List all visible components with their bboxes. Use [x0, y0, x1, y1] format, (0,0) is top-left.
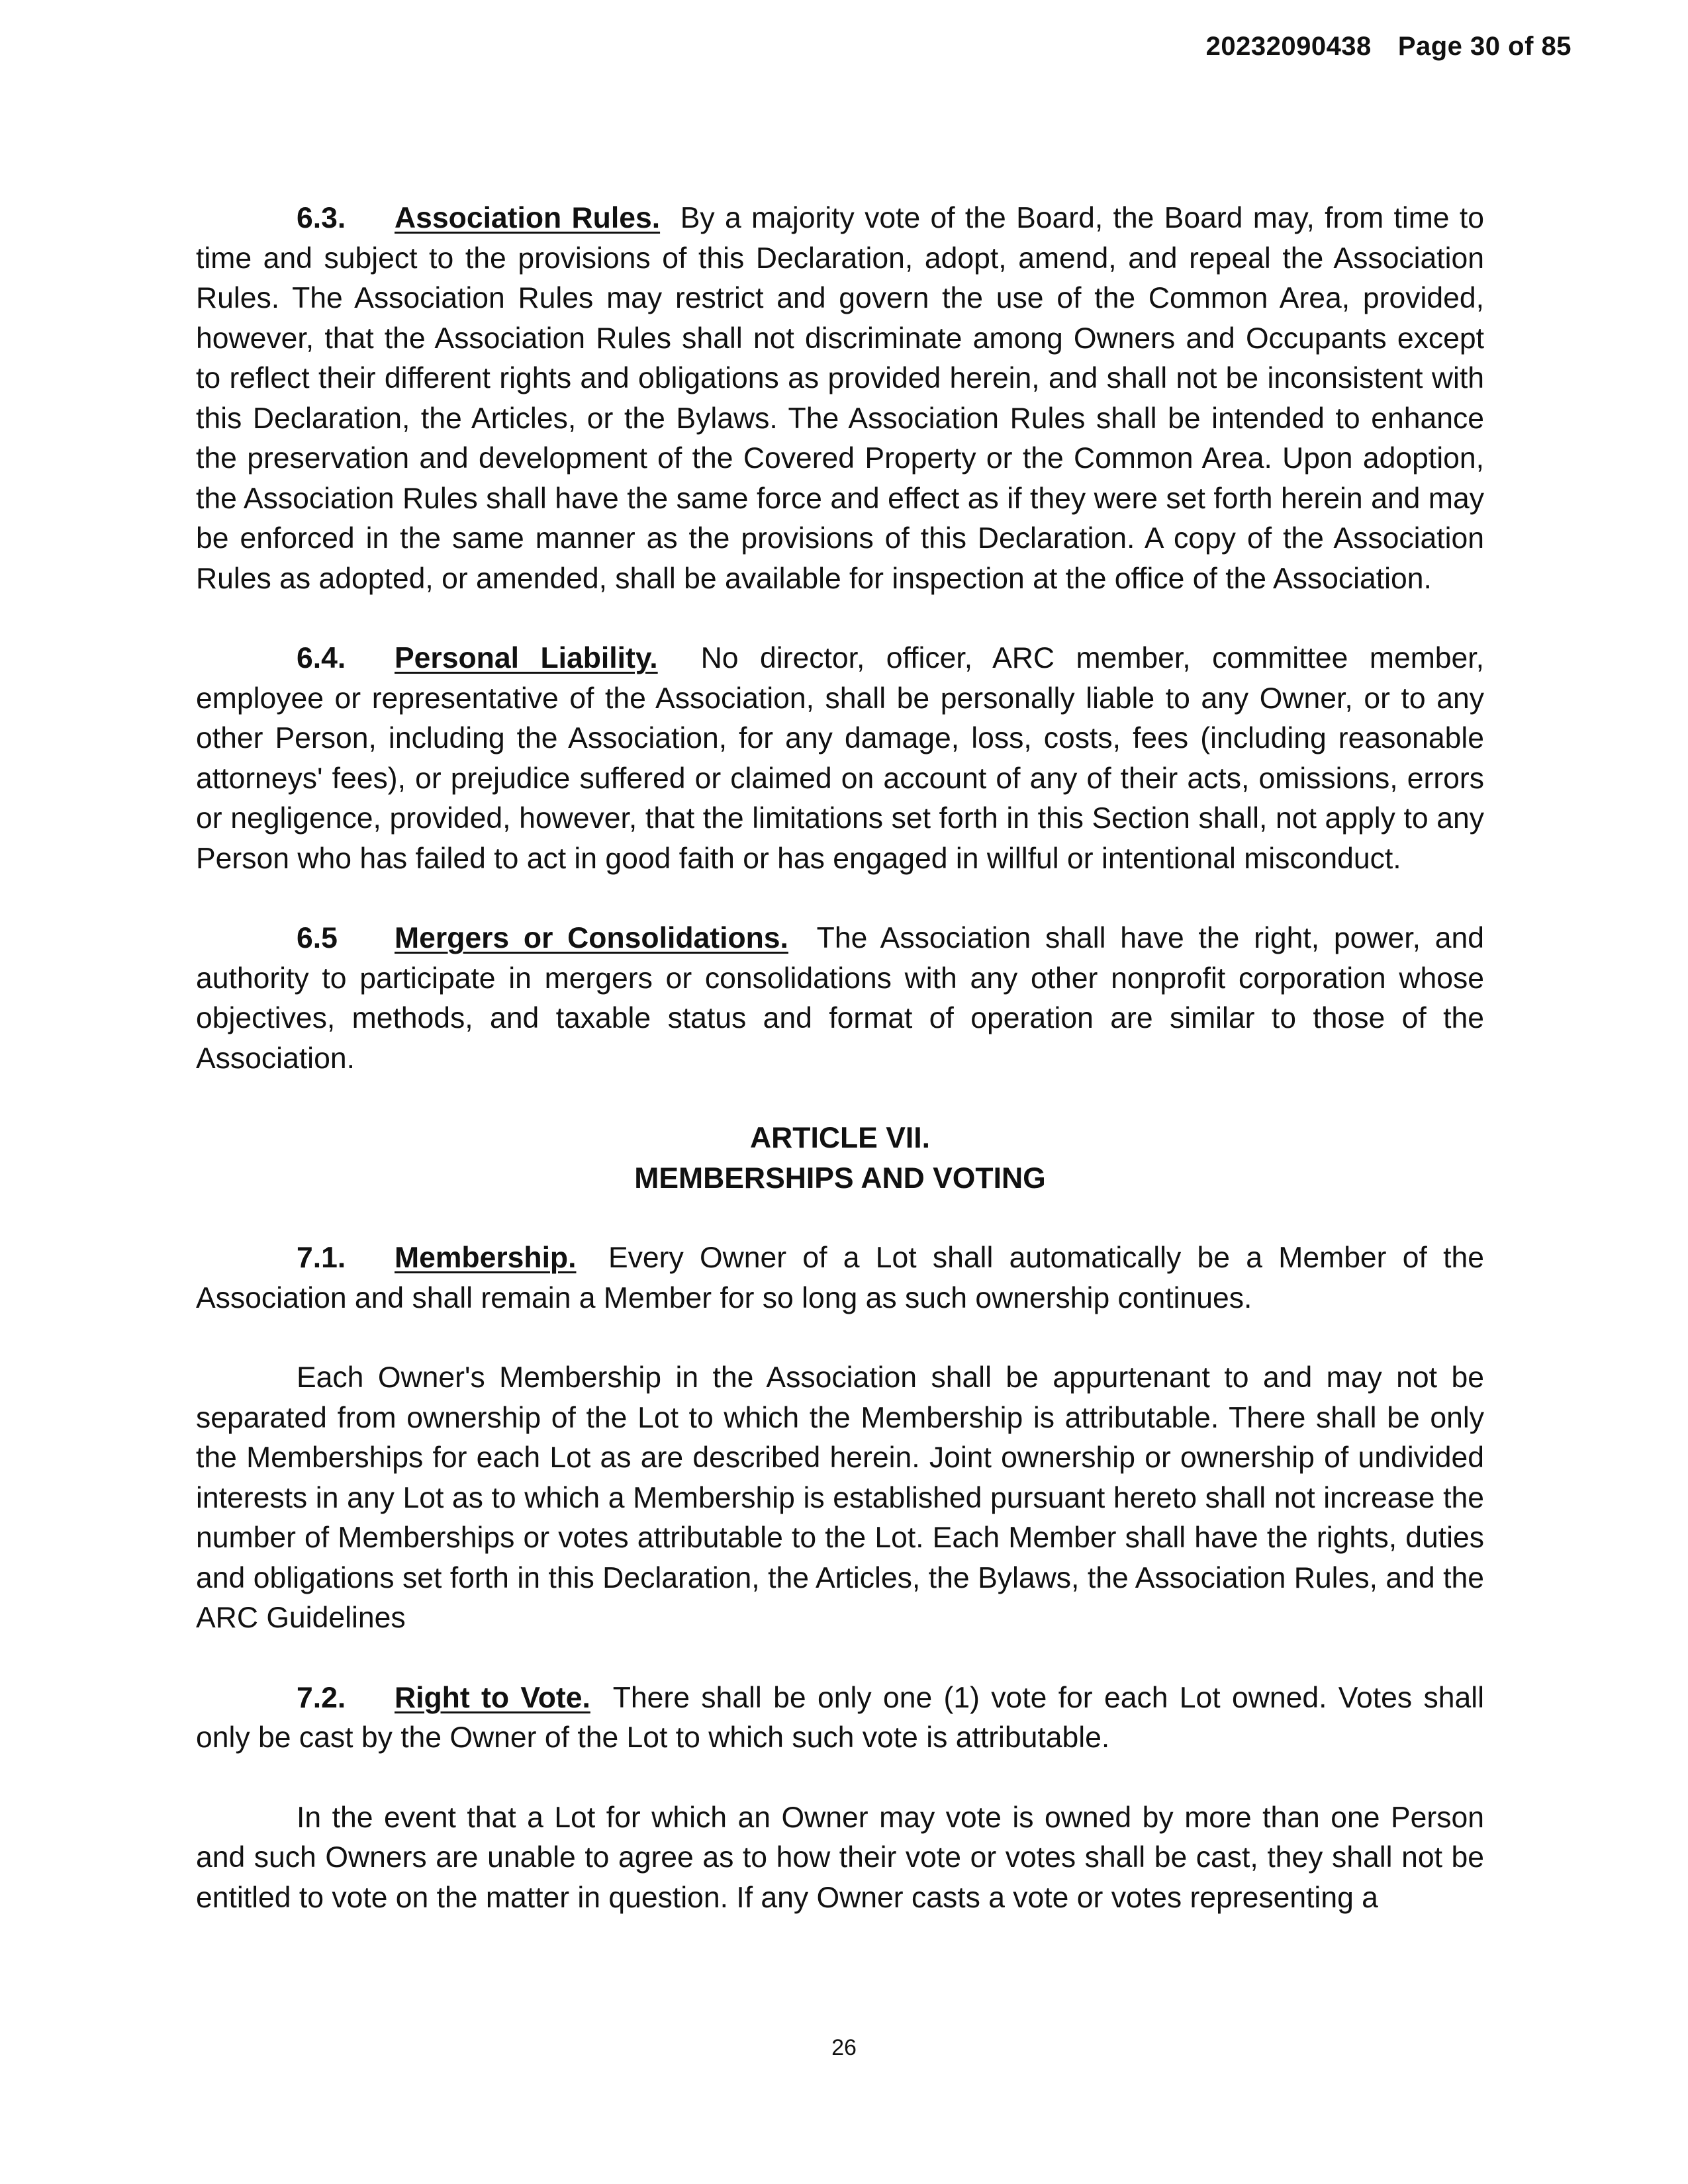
section-number: 6.5: [297, 922, 338, 954]
section-6-3: [196, 199, 1484, 599]
section-number: 7.1.: [297, 1242, 346, 1274]
section-7-2: [196, 1678, 1484, 1758]
section-body: Every Owner of a Lot shall automatically be a Member of the Association and shall remain a Member for so long as such ownership continues.: [196, 1242, 1484, 1314]
section-body: The Association shall have the right, power, and authority to participate in mergers or consolidations with any other nonprofit corporation whose objectives, methods, and taxable status and format of operation are similar to those of the Association.: [196, 922, 1484, 1075]
section-title: Right to Vote.: [395, 1681, 590, 1714]
article-title: MEMBERSHIPS AND VOTING: [634, 1161, 1046, 1195]
paragraph-vote-disagreement: In the event that a Lot for which an Owner may vote is owned by more than one Person and such Owners are unable to agree as to how their vote or votes shall be cast, they shall not be entitled to vote on the matter in question. If any Owner casts a vote or votes representing a: [196, 1801, 1484, 1914]
article-heading: [196, 1118, 1484, 1199]
document-body: [196, 199, 1484, 1958]
page-info: Page 30 of 85: [1397, 32, 1571, 61]
document-number: 20232090438: [1205, 32, 1372, 61]
section-7-1: [196, 1238, 1484, 1318]
section-body: There shall be only one (1) vote for each Lot owned. Votes shall only be cast by the Owner of the Lot to which such vote is attributable.: [196, 1681, 1484, 1754]
section-number: 7.2.: [297, 1681, 346, 1714]
section-title: Mergers or Consolidations.: [395, 922, 788, 954]
paragraph-membership-details: Each Owner's Membership in the Association shall be appurtenant to and may not be separated from ownership of the Lot to which the Membership is attributable. There shall be only the Memberships for each Lot as are described herein. Joint ownership or ownership of undivided interests in any Lot as to which a Membership is established pursuant hereto shall not increase the number of Memberships or votes attributable to the Lot. Each Member shall have the rights, duties and obligations set forth in this Declaration, the Articles, the Bylaws, the Association Rules, and the ARC Guidelines: [196, 1361, 1484, 1634]
section-number: 6.3.: [297, 202, 346, 234]
section-title: Membership.: [395, 1242, 577, 1274]
section-title: Personal Liability.: [395, 642, 658, 674]
section-title: Association Rules.: [395, 202, 661, 234]
page-number: 26: [831, 2035, 857, 2060]
recording-header: [1206, 32, 1571, 62]
section-body: No director, officer, ARC member, committee member, employee or representative of the Association, shall be personally liable to any Owner, or to any other Person, including the Association, for any damage, loss, costs, fees (including reasonable attorneys' fees), or prejudice suffered or claimed on account of any of their acts, omissions, errors or negligence, provided, however, that the limitations set forth in this Section shall, not apply to any Person who has failed to act in good faith or has engaged in willful or intentional misconduct.: [196, 642, 1484, 875]
section-body: By a majority vote of the Board, the Board may, from time to time and subject to the provisions of this Declaration, adopt, amend, and repeal the Association Rules. The Association Rules may restrict and govern the use of the Common Area, provided, however, that the Association Rules shall not discriminate among Owners and Occupants except to reflect their different rights and obligations as provided herein, and shall not be inconsistent with this Declaration, the Articles, or the Bylaws. The Association Rules shall be intended to enhance the preservation and development of the Covered Property or the Common Area. Upon adoption, the Association Rules shall have the same force and effect as if they were set forth herein and may be enforced in the same manner as the provisions of this Declaration. A copy of the Association Rules as adopted, or amended, shall be available for inspection at the office of the Association.: [196, 202, 1484, 595]
section-6-5: [196, 919, 1484, 1079]
section-6-4: [196, 639, 1484, 879]
section-number: 6.4.: [297, 642, 346, 674]
article-number: ARTICLE VII.: [750, 1122, 930, 1154]
